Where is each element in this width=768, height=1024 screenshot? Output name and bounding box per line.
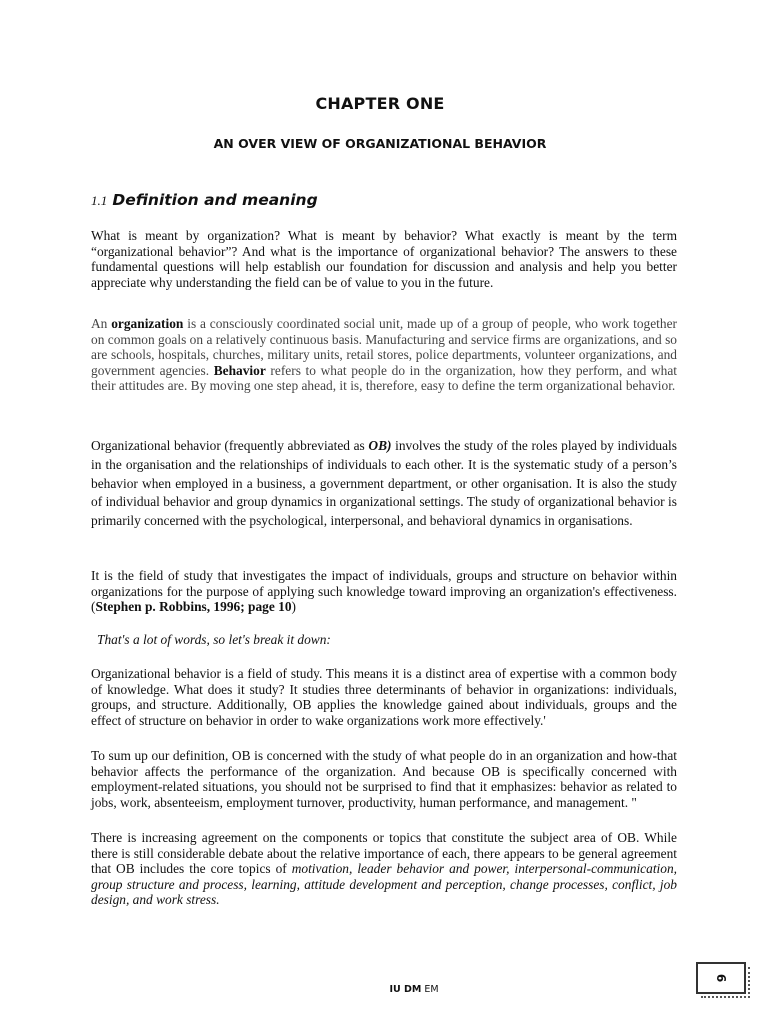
chapter-subtitle: AN OVER VIEW OF ORGANIZATIONAL BEHAVIOR [213,136,547,151]
text-run: It is the field of study that investigates the impact of individuals, groups and structure on behavior within organizations for the purpose of applying such knowledge toward improving an organization's effectiveness. ( [91,568,677,615]
text-run: Organizational behavior (frequently abbreviated as [91,438,369,453]
paragraph-break-it-down: That's a lot of words, so let's break it down: [97,632,331,647]
page-number-box [696,962,746,994]
citation: Stephen p. Robbins, 1996; page 10 [95,599,292,615]
text-run: . [216,892,220,908]
section-heading [91,190,318,209]
text-run: refers to what people do in the organization, how they perform, and what their attitudes are. By moving one step ahead, it is, therefore, easy to define the term organizational behavior. [91,362,677,394]
core-topics-list: motivation, leader behavior and power, interpersonal-communication, group structure and process, learning, attitude development and perception, change processes, conflict, job design, and work stress [91,861,678,908]
chapter-title: CHAPTER ONE [315,94,445,113]
paragraph-ob-definition [91,437,677,531]
footer-label: EM [421,984,439,995]
text-run: is a consciously coordinated social unit, made up of a group of people, who work together on common goals on a relatively continuous basis. Manufacturing and service firms are organizations, and so are schools, hospitals, churches, military units, retail stores, police departments, volunteer organizations, and government agencies. [91,316,677,378]
text-run: There is increasing agreement on the components or topics that constitute the subject area of OB. While there is still considerable debate about the relative importance of each, there appears to be general agreement that OB includes the core topics of [91,830,677,877]
text-run: An [91,316,112,331]
paragraph-sum-up: To sum up our definition, OB is concerned with the study of what people do in an organization and how-that behavior affects the performance of the organization. And because OB is specifically concerned with employment-related situations, you should not be surprised to find that it emphasizes: behavior as related to jobs, work, absenteeism, employment turnover, productivity, human performance, and management. " [91,748,677,810]
text-run: involves the study of the roles played by individuals in the organisation and the relationships of individuals to each other. It is the systematic study of a person’s behavior when employed in a business, a government department, or other organisation. It is also the study of individual behavior and group dynamics in organizational settings. The study of organizational behavior is primarily concerned with the psychological, interpersonal, and behavioral dynamics in organisations. [91,438,677,529]
paragraph-field-of-study: Organizational behavior is a field of study. This means it is a distinct area of expertise with a common body of knowledge. What does it study? It studies three determinants of behavior in organizations: individuals, groups, and structure. Additionally, OB applies the knowledge gained about individuals, groups and the effect of structure on behavior in order to wake organizations work more effectively.' [91,666,677,728]
page-number: 6 [713,973,728,983]
paragraph-core-topics [91,830,677,908]
paragraph-organization-definition [91,316,677,394]
footer-label-bold: IU DM [389,984,422,995]
paragraph-robbins-definition [91,568,677,615]
text-run: ) [291,599,297,615]
term-behavior: Behavior [213,362,266,378]
section-title: Definition and meaning [112,191,318,209]
term-ob: OB) [368,438,392,453]
section-number: 1.1 [91,193,108,208]
page-footer [0,984,768,995]
term-organization: organization [111,316,184,331]
paragraph-intro-questions: What is meant by organization? What is meant by behavior? What exactly is meant by the term “organizational behavior”? And what is the importance of organizational behavior? The answers to these fundamental questions will help establish our foundation for discussion and analysis and help you better appreciate why understanding the field can be of value to you in the future. [91,228,677,290]
